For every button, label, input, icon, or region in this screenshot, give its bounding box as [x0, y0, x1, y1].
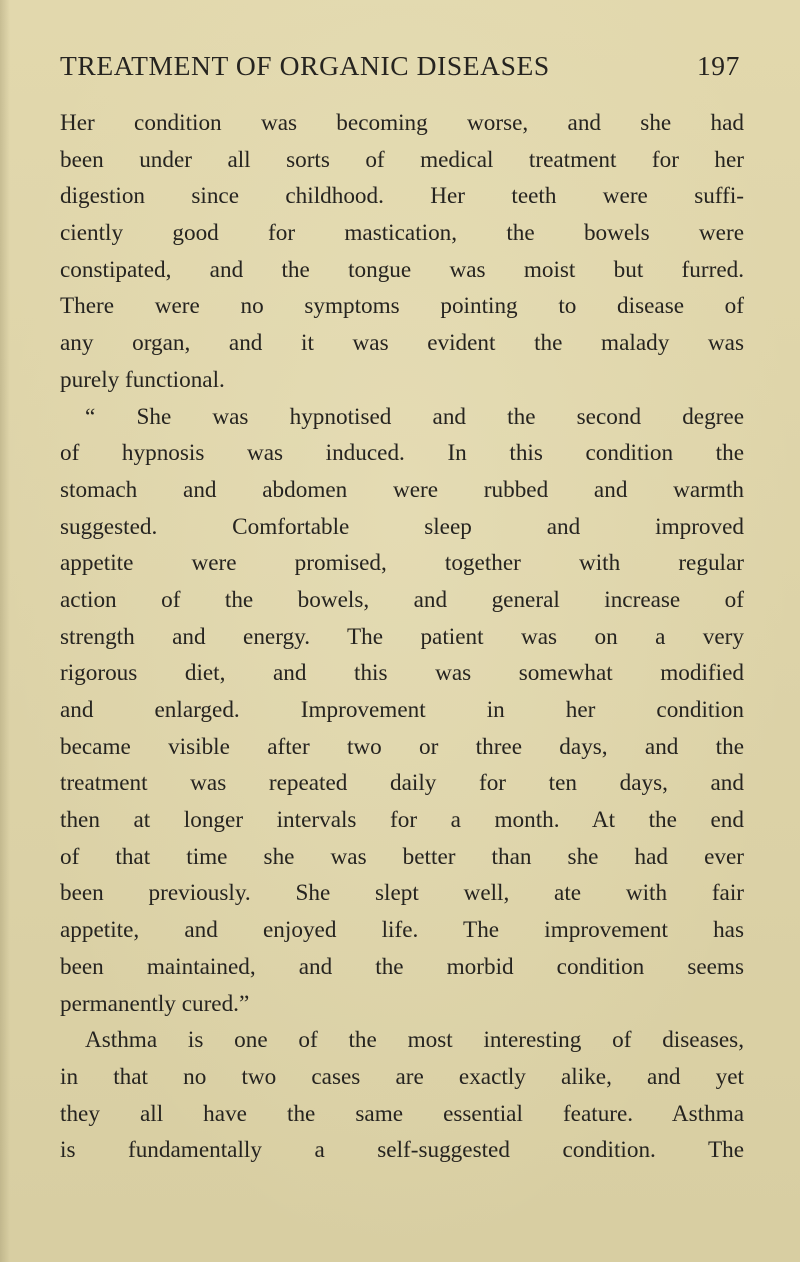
text-line: is fundamentally a self-suggested condition. The	[60, 1137, 744, 1164]
text-line: rigorous diet, and this was somewhat modified	[60, 660, 744, 687]
text-line: been maintained, and the morbid condition seems	[60, 953, 744, 980]
text-line: There were no symptoms pointing to disease of	[60, 293, 744, 320]
text-line: Her condition was becoming worse, and she had	[60, 110, 744, 136]
page-number: 197	[696, 50, 740, 81]
text-line: they all have the same essential feature. Asthma	[60, 1100, 744, 1127]
text-line: appetite were promised, together with regular	[60, 550, 744, 577]
text-line: purely functional.	[60, 366, 225, 393]
text-line: Asthma is one of the most interesting of diseases,	[85, 1027, 744, 1054]
text-line: appetite, and enjoyed life. The improvement has	[60, 917, 744, 944]
text-line: in that no two cases are exactly alike, and yet	[60, 1063, 744, 1090]
text-line: ciently good for mastication, the bowels were	[60, 220, 744, 247]
text-line: suggested. Comfortable sleep and improved	[60, 513, 744, 540]
text-line: strength and energy. The patient was on a very	[60, 623, 744, 650]
text-line: of that time she was better than she had ever	[60, 843, 744, 870]
text-line: been under all sorts of medical treatment for her	[60, 146, 744, 173]
text-line: permanently cured.”	[60, 990, 250, 1017]
running-title: TREATMENT OF ORGANIC DISEASES	[60, 50, 550, 81]
text-line: and enlarged. Improvement in her condition	[60, 697, 744, 723]
text-line: treatment was repeated daily for ten days, and	[60, 770, 744, 797]
text-line: action of the bowels, and general increase of	[60, 586, 744, 613]
text-line: stomach and abdomen were rubbed and warmth	[60, 476, 744, 503]
page-edge-shadow	[0, 0, 10, 1262]
text-line: digestion since childhood. Her teeth were suffi-	[60, 183, 744, 210]
text-line: constipated, and the tongue was moist but furred.	[60, 256, 744, 283]
running-head	[60, 50, 740, 90]
text-line: of hypnosis was induced. In this condition the	[60, 440, 744, 467]
text-line: became visible after two or three days, and the	[60, 733, 744, 760]
text-line: then at longer intervals for a month. At the end	[60, 807, 744, 834]
text-line: been previously. She slept well, ate with fair	[60, 880, 744, 907]
text-line: “ She was hypnotised and the second degree	[85, 403, 744, 430]
body-text	[60, 105, 744, 1169]
text-line: any organ, and it was evident the malady was	[60, 330, 744, 357]
